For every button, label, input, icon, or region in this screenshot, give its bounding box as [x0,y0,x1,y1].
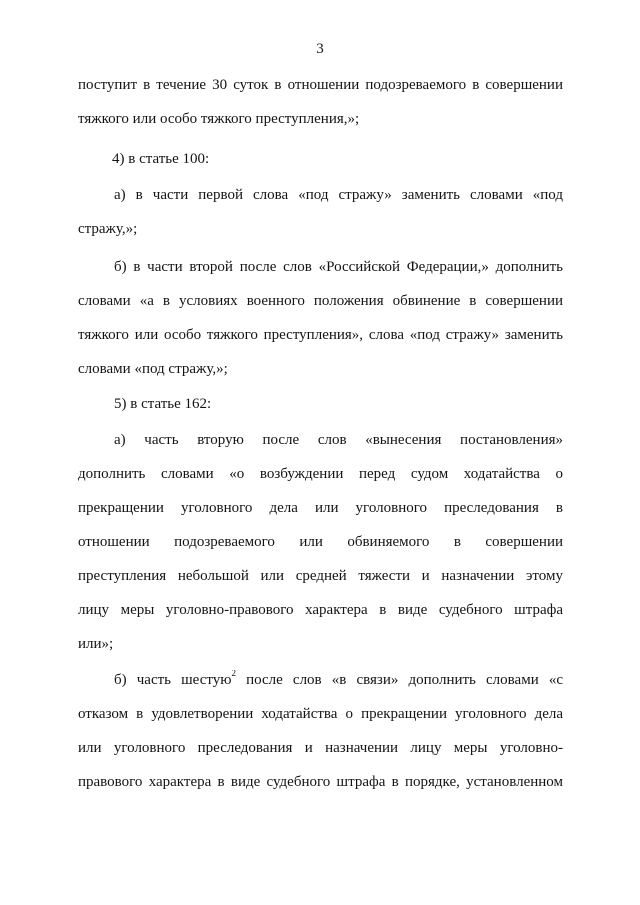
footnote-superscript: 2 [231,670,236,678]
text-line: отношении подозреваемого или обвиняемого в совершении [78,534,563,550]
text-line: словами «под стражу,»; [78,361,228,377]
text-line: поступит в течение 30 суток в отношении подозреваемого в совершении [78,77,563,93]
text-line [114,670,563,690]
text-line: преступления небольшой или средней тяжести и назначении этому [78,568,563,584]
list-item-4: 4) в статье 100: [112,151,210,167]
text-line: стражу,»; [78,221,138,237]
text-line: б) в части второй после слов «Российской Федерации,» дополнить [114,259,563,275]
text-line: дополнить словами «о возбуждении перед судом ходатайства о [78,466,563,482]
page-number: 3 [316,41,324,57]
text-line: а) часть вторую после слов «вынесения постановления» [114,432,563,448]
text-line: прекращении уголовного дела или уголовного преследования в [78,500,563,516]
text-line: тяжкого или особо тяжкого преступления», слова «под стражу» заменить [78,327,563,343]
text-line: словами «а в условиях военного положения обвинение в совершении [78,293,563,309]
text-line: или уголовного преследования и назначении лицу меры уголовно- [78,740,563,756]
text-fragment: б) часть шестую [114,672,232,688]
text-line: правового характера в виде судебного штрафа в порядке, установленном [78,774,563,790]
text-line: отказом в удовлетворении ходатайства о прекращении уголовного дела [78,706,563,722]
text-line: а) в части первой слова «под стражу» заменить словами «под [114,187,563,203]
list-item-5: 5) в статье 162: [114,396,212,412]
text-line: или»; [78,636,114,652]
text-line: тяжкого или особо тяжкого преступления,»; [78,111,360,127]
text-fragment: после слов «в связи» дополнить словами «с [235,672,563,688]
text-line: лицу меры уголовно-правового характера в виде судебного штрафа [78,602,563,618]
